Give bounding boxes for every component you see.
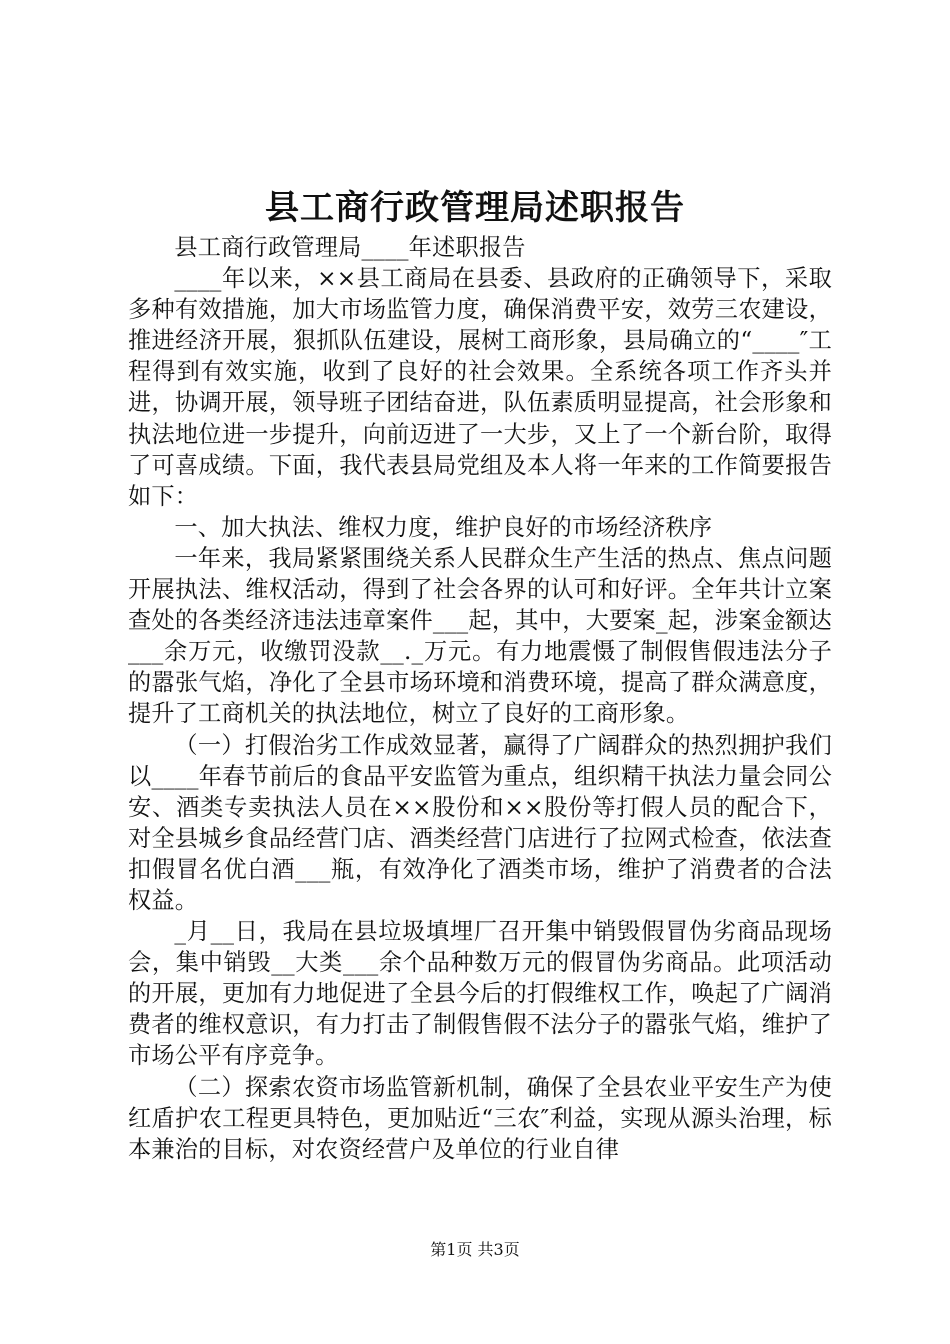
document-title: 县工商行政管理局述职报告 (265, 188, 685, 228)
section-heading-1: 一、加大执法、维权力度，维护良好的市场经济秩序 (174, 513, 713, 541)
paragraph-heading: 县工商行政管理局____年述职报告 (174, 234, 526, 261)
subsection-1: （一）打假治劣工作成效显著，赢得了广阔群众的热烈拥护我们以____年春节前后的食品平安监管为重点，组织精干执法力量会同公安、酒类专卖执法人员在××股份和××股份等打假人员的配合下，对全县城乡食品经营门店、酒类经营门店进行了拉网式检查，依法查扣假冒名优白酒___瓶，有效净化了酒类市场，维护了消费者的合法权益。 (128, 731, 832, 914)
paragraph-destruction: _月__日，我局在县垃圾填埋厂召开集中销毁假冒伪劣商品现场会，集中销毁__大类___余个品种数万元的假冒伪劣商品。此项活动的开展，更加有力地促进了全县今后的打假维权工作，唤起了广阔消费者的维权意识，有力打击了制假售假不法分子的嚣张气焰，维护了市场公平有序竞争。 (128, 918, 832, 1070)
document-body (128, 232, 832, 1165)
page-indicator: 第1页 共3页 (430, 1240, 520, 1259)
paragraph-intro: ____年以来，××县工商局在县委、县政府的正确领导下，采取多种有效措施，加大市场监管力度，确保消费平安，效劳三农建设，推进经济开展，狠抓队伍建设，展树工商形象，县局确立的“____″工程得到有效实施，收到了良好的社会效果。全系统各项工作齐头并进，协调开展，领导班子团结奋进，队伍素质明显提高，社会形象和执法地位进一步提升，向前迈进了一大步，又上了一个新台阶，取得了可喜成绩。下面，我代表县局党组及本人将一年来的工作简要报告如下： (128, 265, 832, 510)
subsection-2: （二）探索农资市场监管新机制，确保了全县农业平安生产为使红盾护农工程更具特色，更加贴近“三农″利益，实现从源头治理，标本兼治的目标，对农资经营户及单位的行业自律 (128, 1073, 832, 1163)
paragraph-section-1: 一年来，我局紧紧围绕关系人民群众生产生活的热点、焦点问题开展执法、维权活动，得到了社会各界的认可和好评。全年共计立案查处的各类经济违法违章案件___起，其中，大要案_起，涉案金额达___余万元，收缴罚没款__._万元。有力地震慑了制假售假违法分子的嚣张气焰，净化了全县市场环境和消费环境，提高了群众满意度，提升了工商机关的执法地位，树立了良好的工商形象。 (128, 544, 832, 728)
